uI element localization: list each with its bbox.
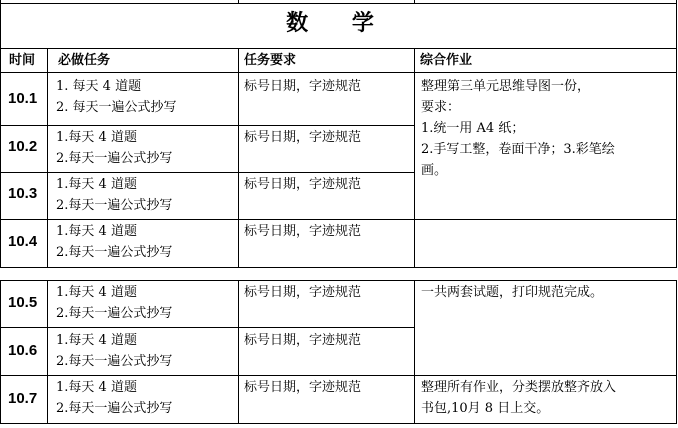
row-task-1: 1.每天 4 道题: [56, 177, 137, 192]
row-requirement: 标号日期，字迹规范: [244, 285, 362, 300]
homework-mindmap-line: 画。: [421, 163, 448, 178]
table-border: [238, 0, 239, 4]
row-task-1: 1.每天 4 道题: [56, 380, 137, 395]
row-date: 10.5: [8, 294, 38, 311]
row-task-1: 1.每天 4 道题: [56, 285, 137, 300]
table-border: [0, 327, 415, 328]
homework-mindmap-line: 要求：: [421, 100, 461, 115]
table-border: [0, 125, 415, 126]
row-date: 10.2: [8, 138, 38, 155]
row-requirement: 标号日期，字迹规范: [244, 333, 362, 348]
row-date: 10.4: [8, 233, 38, 250]
header-requirement: 任务要求: [244, 53, 297, 68]
table-border: [0, 172, 415, 173]
header-task: 必做任务: [58, 53, 111, 68]
table-border: [0, 3, 677, 4]
row-date: 10.3: [8, 185, 38, 202]
header-homework: 综合作业: [420, 53, 473, 68]
table-border: [0, 423, 677, 424]
row-task-2: 2.每天一遍公式抄写: [56, 354, 173, 369]
table-border: [47, 48, 48, 268]
row-task-1: 1. 每天 4 道题: [56, 79, 142, 94]
row-date: 10.7: [8, 390, 38, 407]
page-title: 数 学: [286, 10, 392, 36]
table-border: [0, 0, 1, 268]
table-border: [0, 48, 677, 49]
row-task-2: 2. 每天一遍公式抄写: [56, 100, 177, 115]
table-border: [0, 280, 1, 424]
table-border: [414, 0, 415, 4]
table-border: [0, 280, 677, 281]
table-border: [238, 280, 239, 424]
row-requirement: 标号日期，字迹规范: [244, 224, 362, 239]
row-task-1: 1.每天 4 道题: [56, 224, 137, 239]
homework-mindmap-line: 1.统一用 A4 纸；: [421, 121, 525, 136]
header-time: 时间: [9, 53, 36, 68]
row-date: 10.6: [8, 342, 38, 359]
homework-test-papers: 一共两套试题，打印规范完成。: [421, 285, 604, 300]
row-requirement: 标号日期，字迹规范: [244, 177, 362, 192]
homework-mindmap-line: 2.手写工整，卷面干净；3.彩笔绘: [421, 142, 615, 157]
homework-submit-line: 书包,10月 8 日上交。: [421, 401, 550, 416]
row-task-2: 2.每天一遍公式抄写: [56, 198, 173, 213]
table-border: [0, 375, 677, 376]
table-border: [47, 280, 48, 424]
row-requirement: 标号日期，字迹规范: [244, 380, 362, 395]
table-border: [676, 0, 677, 268]
row-date: 10.1: [8, 90, 38, 107]
table-border: [0, 72, 677, 73]
homework-mindmap-line: 整理第三单元思维导图一份，: [421, 79, 591, 94]
table-border: [0, 219, 677, 220]
table-border: [0, 267, 677, 268]
table-border: [414, 280, 415, 424]
row-task-2: 2.每天一遍公式抄写: [56, 151, 173, 166]
row-task-2: 2.每天一遍公式抄写: [56, 245, 173, 260]
table-border: [676, 280, 677, 424]
table-border: [414, 48, 415, 268]
row-task-2: 2.每天一遍公式抄写: [56, 306, 173, 321]
row-requirement: 标号日期，字迹规范: [244, 79, 362, 94]
row-task-1: 1.每天 4 道题: [56, 130, 137, 145]
row-task-1: 1.每天 4 道题: [56, 333, 137, 348]
row-requirement: 标号日期，字迹规范: [244, 130, 362, 145]
row-task-2: 2.每天一遍公式抄写: [56, 401, 173, 416]
homework-submit-line: 整理所有作业，分类摆放整齐放入: [421, 380, 617, 395]
table-border: [238, 48, 239, 268]
